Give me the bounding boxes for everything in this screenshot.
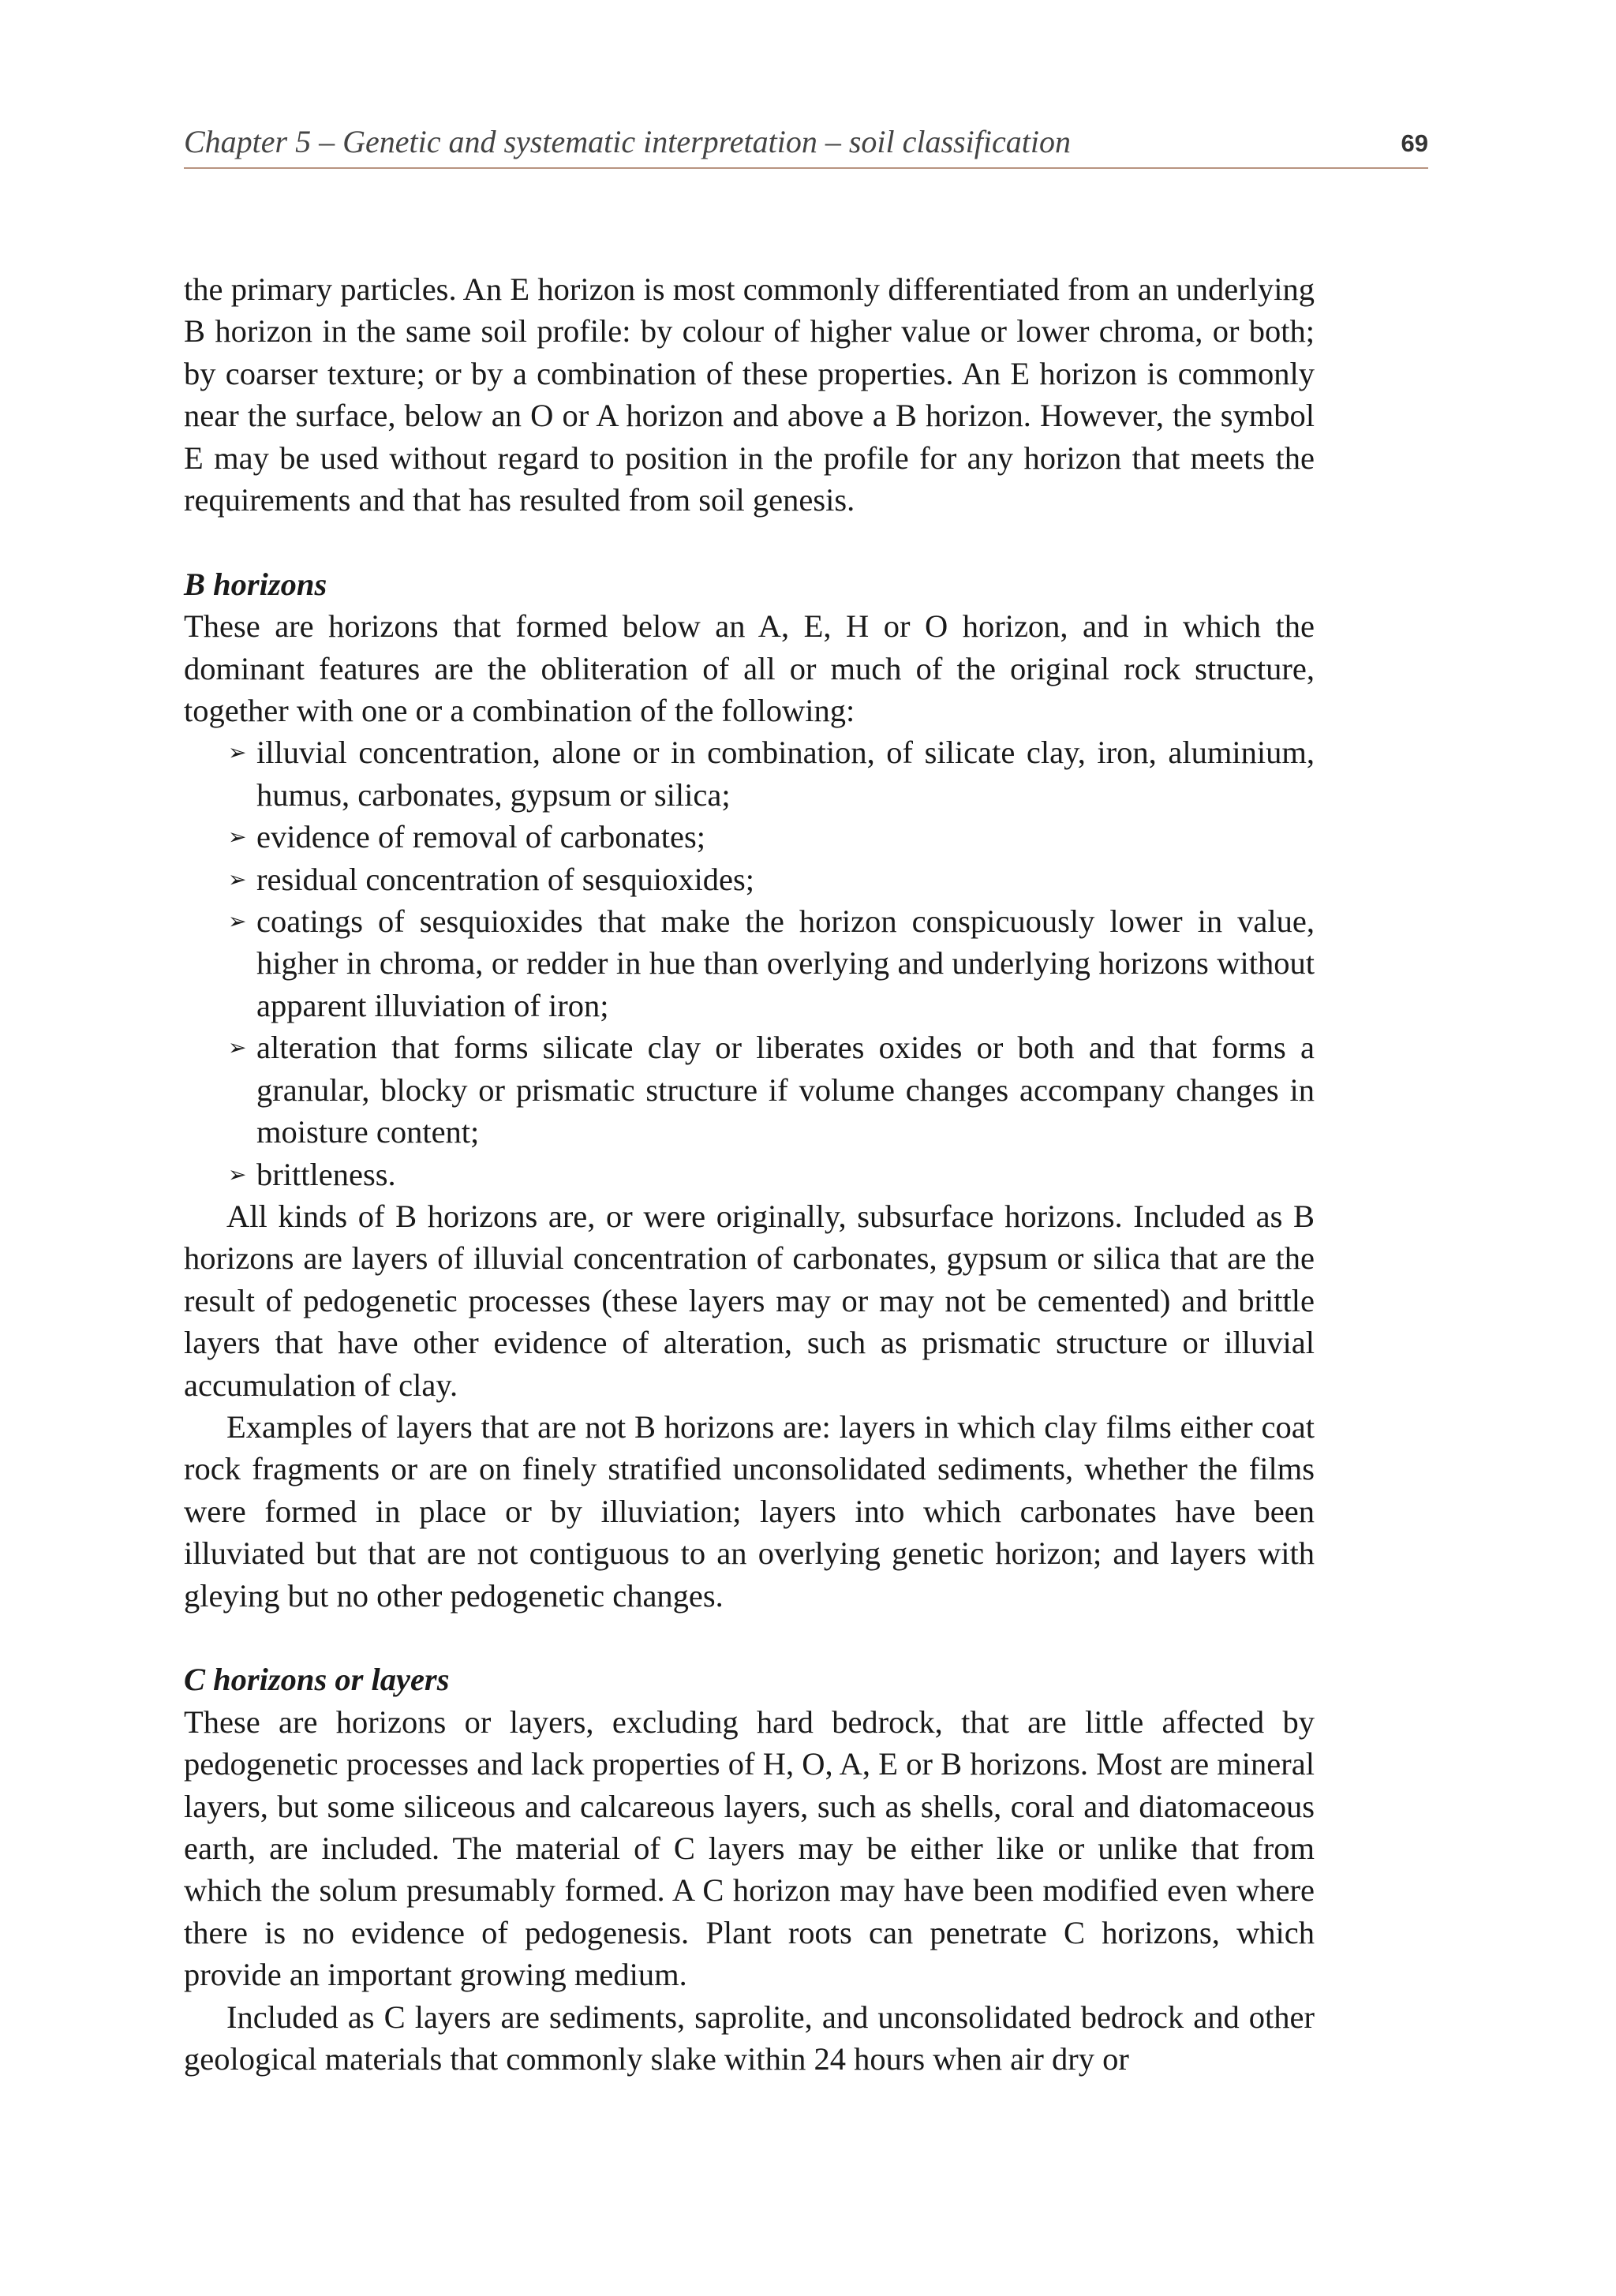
c-horizons-heading: C horizons or layers (184, 1662, 450, 1698)
arrowhead-bullet-icon: ➢ (228, 824, 247, 851)
b-horizons-feature-list (184, 731, 1315, 1195)
list-item-text: coatings of sesquioxides that make the horizon conspicuously lower in value, higher in chroma, or redder in hue than overlying and underlying horizons without apparent illuviation of iron; (256, 903, 1315, 1023)
arrowhead-bullet-icon: ➢ (228, 866, 247, 892)
list-item-text: evidence of removal of carbonates; (256, 819, 705, 855)
list-item-text: illuvial concentration, alone or in combination, of silicate clay, iron, aluminium, humus, carbonates, gypsum or silica; (256, 735, 1315, 813)
chapter-title: Chapter 5 – Genetic and systematic interpretation – soil classification (184, 124, 1071, 159)
arrowhead-bullet-icon: ➢ (228, 1161, 247, 1187)
b-horizons-paragraph: All kinds of B horizons are, or were originally, subsurface horizons. Included as B horizons are layers of illuvial concentration of carbonates, gypsum or silica that are the result of pedogenetic processes (these layers may or may not be cemented) and brittle layers that have other evidence of alteration, such as prismatic structure or illuvial accumulation of clay. (184, 1198, 1315, 1403)
page-body (184, 268, 1315, 2080)
b-horizons-examples-paragraph: Examples of layers that are not B horizons are: layers in which clay films either coat rock fragments or are on finely stratified unconsolidated sediments, whether the films were formed in place or by illuviation; layers into which carbonates have been illuviated but that are not contiguous to an overlying genetic horizon; and layers with gleying but no other pedogenetic changes. (184, 1408, 1315, 1614)
list-item-text: brittleness. (256, 1156, 396, 1192)
list-item (228, 816, 1315, 858)
list-item (228, 1154, 1315, 1195)
b-horizons-heading: B horizons (184, 566, 327, 602)
section-spacer (184, 521, 1315, 563)
c-horizons-included-paragraph: Included as C layers are sediments, saprolite, and unconsolidated bedrock and other geological materials that commonly slake within 24 hours when air dry or (184, 1999, 1315, 2077)
list-item (228, 1026, 1315, 1153)
b-horizons-intro: These are horizons that formed below an A, E, H or O horizon, and in which the dominant features are the obliteration of all or much of the original rock structure, together with one or a combination of the following: (184, 608, 1315, 729)
arrowhead-bullet-icon: ➢ (228, 1034, 247, 1061)
list-item (228, 858, 1315, 900)
section-spacer (184, 1617, 1315, 1658)
intro-paragraph: the primary particles. An E horizon is most commonly differentiated from an underlying B horizon in the same soil profile: by colour of higher value or lower chroma, or both; by coarser texture; or by a combination of these properties. An E horizon is commonly near the surface, below an O or A horizon and above a B horizon. However, the symbol E may be used without regard to position in the profile for any horizon that meets the requirements and that has resulted from soil genesis. (184, 271, 1315, 518)
arrowhead-bullet-icon: ➢ (228, 908, 247, 935)
c-horizons-paragraph: These are horizons or layers, excluding hard bedrock, that are little affected by pedogenetic processes and lack properties of H, O, A, E or B horizons. Most are mineral layers, but some siliceous and calcareous layers, such as shells, coral and diatomaceous earth, are included. The material of C layers may be either like or unlike that from which the solum presumably formed. A C horizon may have been modified even where there is no evidence of pedogenesis. Plant roots can penetrate C horizons, which provide an important growing medium. (184, 1703, 1315, 1993)
running-header (184, 118, 1428, 169)
list-item-text: alteration that forms silicate clay or liberates oxides or both and that forms a granular, blocky or prismatic structure if volume changes accompany changes in moisture content; (256, 1030, 1315, 1150)
list-item (228, 900, 1315, 1026)
list-item (228, 731, 1315, 816)
list-item-text: residual concentration of sesquioxides; (256, 861, 754, 897)
arrowhead-bullet-icon: ➢ (228, 739, 247, 766)
page-number: 69 (1401, 129, 1428, 157)
